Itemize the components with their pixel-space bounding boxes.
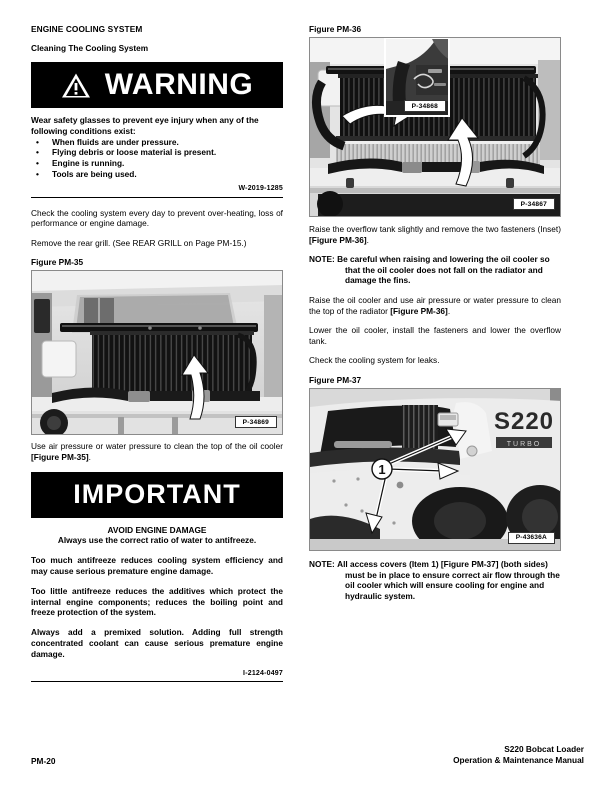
warning-triangle-icon bbox=[61, 72, 91, 99]
paragraph-clean-radiator bbox=[309, 295, 561, 316]
list-item bbox=[31, 147, 283, 158]
list-item bbox=[31, 158, 283, 169]
note-label: NOTE: bbox=[309, 558, 335, 569]
figure-pm36-photo-label: P-34867 bbox=[513, 198, 555, 210]
list-item bbox=[31, 137, 283, 148]
figure-reference: [Figure PM-36] bbox=[390, 305, 448, 316]
important-subtitle: Always use the correct ratio of water to antifreeze. bbox=[57, 535, 257, 546]
important-body bbox=[31, 518, 283, 683]
figure-reference: [Figure PM-35] bbox=[31, 451, 89, 462]
important-paragraph-2: Too little antifreeze reduces the additives which protect the internal engine components; reduces the boiling point and freeze protection of the system. bbox=[31, 585, 283, 618]
paragraph-check-cooling: Check the cooling system every day to prevent over-heating, loss of performance or engine damage. bbox=[31, 207, 283, 229]
note-text: Be careful when raising and lowering the oil cooler so that the oil cooler does not fall on the radiator and damage the fins. bbox=[337, 254, 550, 286]
text-fragment: Use air pressure or water pressure to clean the top of the oil cooler bbox=[31, 441, 283, 452]
figure-pm37-image bbox=[309, 388, 561, 551]
figure-pm35-photo-label: P-34869 bbox=[235, 416, 277, 428]
important-alert bbox=[31, 472, 283, 683]
list-item-label: Tools are being used. bbox=[52, 168, 137, 179]
important-banner-label: IMPORTANT bbox=[73, 479, 241, 510]
text-fragment: Raise the oil cooler and use air pressure or water pressure to clean the top of the radiator bbox=[309, 294, 561, 316]
paragraph-remove-grill: Remove the rear grill. (See REAR GRILL on Page PM-15.) bbox=[31, 237, 247, 248]
figure-pm35-caption: Figure PM-35 bbox=[31, 257, 84, 268]
text-fragment: Raise the overflow tank slightly and remove the two fasteners (Inset) bbox=[309, 224, 561, 234]
warning-banner-label: WARNING bbox=[104, 68, 254, 101]
footer-manual-title bbox=[453, 744, 584, 766]
divider bbox=[31, 197, 283, 198]
page-footer bbox=[31, 744, 584, 766]
footer-page-number: PM-20 bbox=[31, 756, 56, 766]
important-paragraph-1: Too much antifreeze reduces cooling system efficiency and may cause serious premature engine damage. bbox=[31, 555, 283, 576]
svg-text:TURBO: TURBO bbox=[506, 440, 542, 448]
paragraph-check-leaks: Check the cooling system for leaks. bbox=[309, 355, 440, 366]
important-banner bbox=[31, 472, 283, 518]
footer-manual-line-2: Operation & Maintenance Manual bbox=[453, 755, 584, 765]
page-title: ENGINE COOLING SYSTEM bbox=[31, 24, 143, 34]
figure-pm37-photo-label: P-43636A bbox=[508, 532, 555, 544]
list-item-label: Engine is running. bbox=[52, 158, 125, 169]
warning-reference-code: W-2019-1285 bbox=[238, 184, 283, 192]
figure-pm35-photo bbox=[32, 271, 283, 435]
footer-manual-line-1: S220 Bobcat Loader bbox=[504, 744, 584, 754]
paragraph-clean-oil-cooler bbox=[31, 441, 283, 462]
svg-text:1: 1 bbox=[378, 461, 386, 477]
figure-pm36-image bbox=[309, 37, 561, 217]
bullet-icon: • bbox=[36, 158, 39, 169]
left-column bbox=[31, 24, 283, 682]
warning-banner bbox=[31, 62, 283, 108]
figure-pm35-image bbox=[31, 270, 283, 435]
list-item-label: When fluids are under pressure. bbox=[52, 136, 179, 147]
text-fragment: . bbox=[366, 234, 369, 245]
two-column-layout bbox=[31, 24, 584, 682]
page-subtitle: Cleaning The Cooling System bbox=[31, 43, 149, 53]
figure-pm37-photo bbox=[310, 389, 561, 551]
paragraph-lower-oil-cooler: Lower the oil cooler, install the fasteners and lower the overflow tank. bbox=[309, 325, 561, 346]
list-item-label: Flying debris or loose material is present. bbox=[52, 147, 217, 158]
warning-condition-list bbox=[31, 137, 283, 180]
note-oil-cooler-handling bbox=[309, 254, 561, 286]
bullet-icon: • bbox=[36, 147, 39, 158]
bullet-icon: • bbox=[36, 168, 39, 179]
figure-pm36-inset-label: P-34868 bbox=[404, 100, 446, 112]
svg-text:S220: S220 bbox=[493, 407, 555, 435]
bullet-icon: • bbox=[36, 136, 39, 147]
paragraph-raise-overflow-tank bbox=[309, 224, 561, 245]
text-fragment: . bbox=[447, 305, 451, 316]
important-paragraph-3: Always add a premixed solution. Adding full strength concentrated coolant can cause serious premature engine damage. bbox=[31, 627, 283, 659]
important-reference-code: I-2124-0497 bbox=[243, 669, 283, 677]
note-text: All access covers (Item 1) [Figure PM-37] (both sides) must be in place to ensure correct air flow through the oil cooler which will ensure cooling for engine and hydraulic system. bbox=[337, 558, 560, 601]
warning-alert bbox=[31, 62, 283, 198]
figure-pm37-caption: Figure PM-37 bbox=[309, 374, 362, 385]
warning-body bbox=[31, 108, 283, 198]
note-access-covers bbox=[309, 559, 561, 601]
important-title: AVOID ENGINE DAMAGE bbox=[107, 524, 207, 535]
text-fragment: . bbox=[88, 451, 91, 462]
right-column bbox=[309, 24, 561, 682]
divider bbox=[31, 681, 283, 682]
figure-pm36-caption: Figure PM-36 bbox=[309, 24, 362, 34]
figure-reference: [Figure PM-36] bbox=[309, 234, 367, 245]
warning-lead-text: Wear safety glasses to prevent eye injury when any of the following conditions exist: bbox=[31, 115, 259, 136]
figure-pm36-inset bbox=[384, 37, 450, 117]
note-label: NOTE: bbox=[309, 254, 335, 265]
list-item bbox=[31, 169, 283, 180]
